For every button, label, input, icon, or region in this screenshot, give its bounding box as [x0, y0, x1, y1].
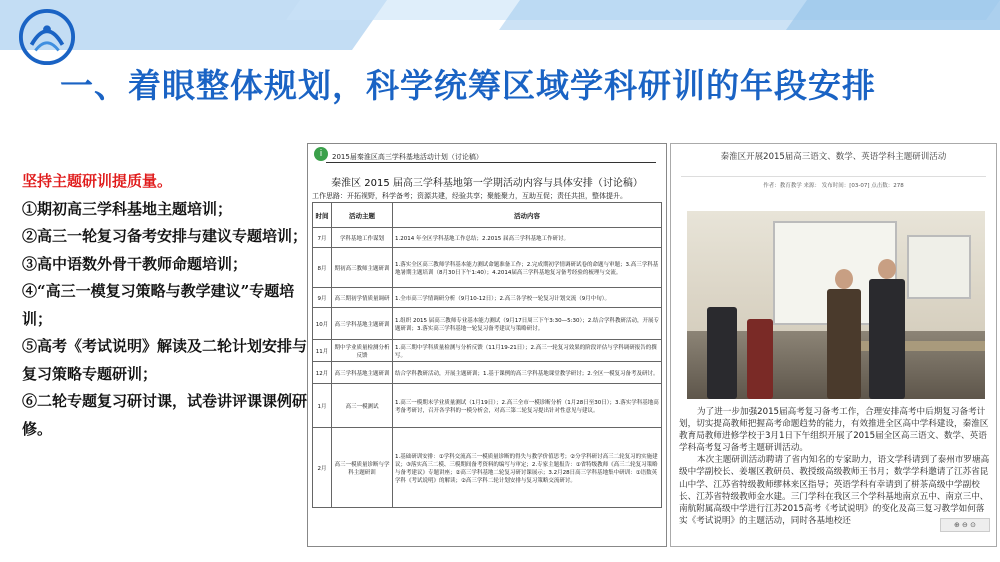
table-header-row [313, 203, 662, 228]
row-content: 1.高三一模期末学业质量测试（1月19日）；2.高三全市一模诊断分析（1月28日至30日）；3.落实学科基地高考备考研讨，召开各学科的一模分析会，对高三第二轮复习提出针对性意见与建议。 [393, 384, 662, 428]
agenda-heading: 坚持主题研训提质量。 [22, 172, 173, 190]
row-content: 1.2014 年全区学科基地工作总结；2.2015 届高三学科基地工作研讨。 [393, 228, 662, 248]
table-row [313, 228, 662, 248]
row-content: 1.落实全区高三教师学科基本能力测试命题准备工作；2.完成期初学情调研试卷的命题与审题；3.高三学科基地暑期主题培训（8月30日下午1:40）；4.2014届高三学科基地复习备考经验的梳理与交流。 [393, 248, 662, 288]
row-content: 1.组织 2015 届高三教师专业基本能力测试（9月17日周三下午3:30—5:30）；2.结合学科教研活动，开展专题研训；3.落实高三学科基地一轮复习备考建议与策略研讨。 [393, 308, 662, 340]
article-body [679, 406, 991, 527]
person-figure [827, 289, 861, 399]
person-figure [747, 319, 773, 399]
row-theme: 高三学科基地主题研训 [332, 308, 393, 340]
col-content-header: 活动内容 [393, 203, 662, 228]
row-content: 结合学科教研活动，开展主题研训；1.基于课例的高三学科基地课堂教学研讨；2.全区一模复习备考及研讨。 [393, 362, 662, 384]
row-month: 11月 [313, 340, 332, 362]
row-content: 1.基础研训安排：①学科交流高三一模质量诊断的得失与教学价值思考；②分学科研讨高三二轮复习的实施建议；③落实高三二模、三模期间备考资料的编写与审定；2.专家主题报告：①省特级教师《高三二轮复习策略与备考建议》专题讲座；②高三学科基地二轮复习研讨课展示；3.2月28日高三学科基地集中研训：①语数英学科《考试说明》的解读；②高三学科二轮计划安排与复习策略交流研讨。 [393, 428, 662, 508]
document-badge-icon: i [314, 147, 328, 161]
doc-title: 秦淮区 2015 届高三学科基地第一学期活动内容与具体安排（讨论稿） [331, 178, 643, 189]
row-month: 9月 [313, 288, 332, 308]
agenda-item: ⑥二轮专题复习研讨课，试卷讲评课课例研修。 [22, 392, 308, 438]
news-article-image [670, 143, 997, 547]
row-month: 12月 [313, 362, 332, 384]
agenda-list [22, 168, 312, 443]
school-logo-icon [18, 8, 76, 66]
table-row [313, 308, 662, 340]
row-theme: 期中学业质量检测分析反馈 [332, 340, 393, 362]
row-month: 2月 [313, 428, 332, 508]
row-theme: 高三期初学情质量调研 [332, 288, 393, 308]
row-month: 10月 [313, 308, 332, 340]
agenda-item: ④“高三一模复习策略与教学建议”专题培训； [22, 282, 295, 328]
row-theme: 期初高三教师主题研训 [332, 248, 393, 288]
row-month: 8月 [313, 248, 332, 288]
article-title: 秦淮区开展2015届高三语文、数学、英语学科主题研训活动 [720, 152, 947, 162]
row-content: 1.全市高三学情调研分析（9月10-12日）；2.高三各学校一轮复习计划交流（9月中旬）。 [393, 288, 662, 308]
table-row [313, 362, 662, 384]
doc-guideline: 工作思路：开拓视野，科学备考；资源共建，经验共享；聚能聚力，互助互促；责任共担，整体提升。 [312, 192, 627, 200]
table-row [313, 384, 662, 428]
agenda-item: ②高三一轮复习备考安排与建议专题培训； [22, 227, 308, 245]
row-theme: 高三一模测试 [332, 384, 393, 428]
image-zoom-controls[interactable]: ⊕ ⊖ ⊙ [940, 518, 990, 532]
row-theme: 高三学科基地主题研训 [332, 362, 393, 384]
row-month: 1月 [313, 384, 332, 428]
col-theme-header: 活动主题 [332, 203, 393, 228]
table-row [313, 428, 662, 508]
article-meta: 作者：教育教学 来源： 发布时间：[03-07] 点击数：278 [763, 183, 904, 189]
row-theme: 高三一模质量诊断与学科主题研训 [332, 428, 393, 508]
row-month: 7月 [313, 228, 332, 248]
doc-schedule-table [312, 202, 662, 508]
article-photo [687, 211, 985, 399]
row-theme: 学科基地工作谋划 [332, 228, 393, 248]
agenda-item: ③高中语数外骨干教师命题培训； [22, 254, 248, 273]
table-row [313, 248, 662, 288]
table-row [313, 340, 662, 362]
doc-header: 2015届秦淮区高三学科基地活动计划（讨论稿） [332, 153, 483, 161]
header-band [0, 0, 1000, 60]
person-figure [869, 279, 905, 399]
slide-title: 一、着眼整体规划，科学统筹区域学科研训的年段安排 [60, 66, 876, 105]
article-divider [681, 176, 986, 177]
col-month-header: 时间 [313, 203, 332, 228]
article-paragraph: 本次主题研训活动聘请了省内知名的专家助力，语文学科请到了泰州市罗塘高级中学副校长、姜堰区教研员、教授级高级教师王书月；数学学科邀请了江苏省昆山中学、江苏省特级教师缪林来区指导；英语学科有幸请到了栟茶高级中学副校长、江苏省特级教师金水建。三门学科在我区三个学科基地南京五中、南京三中、南航附属高级中学进行江苏2015高考《考试说明》的变化及高三复习教学如何落实《考试说明》的主题活动，同时各基地校还 [679, 455, 990, 526]
article-paragraph: 为了进一步加强2015届高考复习备考工作，合理安排高考中后期复习备考计划，切实提高教师把握高考命题趋势的能力，有效推进全区高中学科建设，秦淮区教育局教师进修学校于3月1日下午组织开展了2015届全区高三语文、数学、英语学科高考复习备考主题研训活动。 [679, 407, 989, 454]
plan-document-image [307, 143, 667, 547]
person-figure [707, 307, 737, 399]
doc-divider [326, 162, 656, 163]
agenda-item: ①期初高三学科基地主题培训； [22, 199, 233, 218]
row-content: 1.高三期中学科质量检测与分析反馈（11月19-21日）；2.高三一轮复习效果的阶段评估与学科调研报告的撰写。 [393, 340, 662, 362]
agenda-item: ⑤高考《考试说明》解读及二轮计划安排与复习策略专题研训； [22, 337, 308, 383]
table-row [313, 288, 662, 308]
